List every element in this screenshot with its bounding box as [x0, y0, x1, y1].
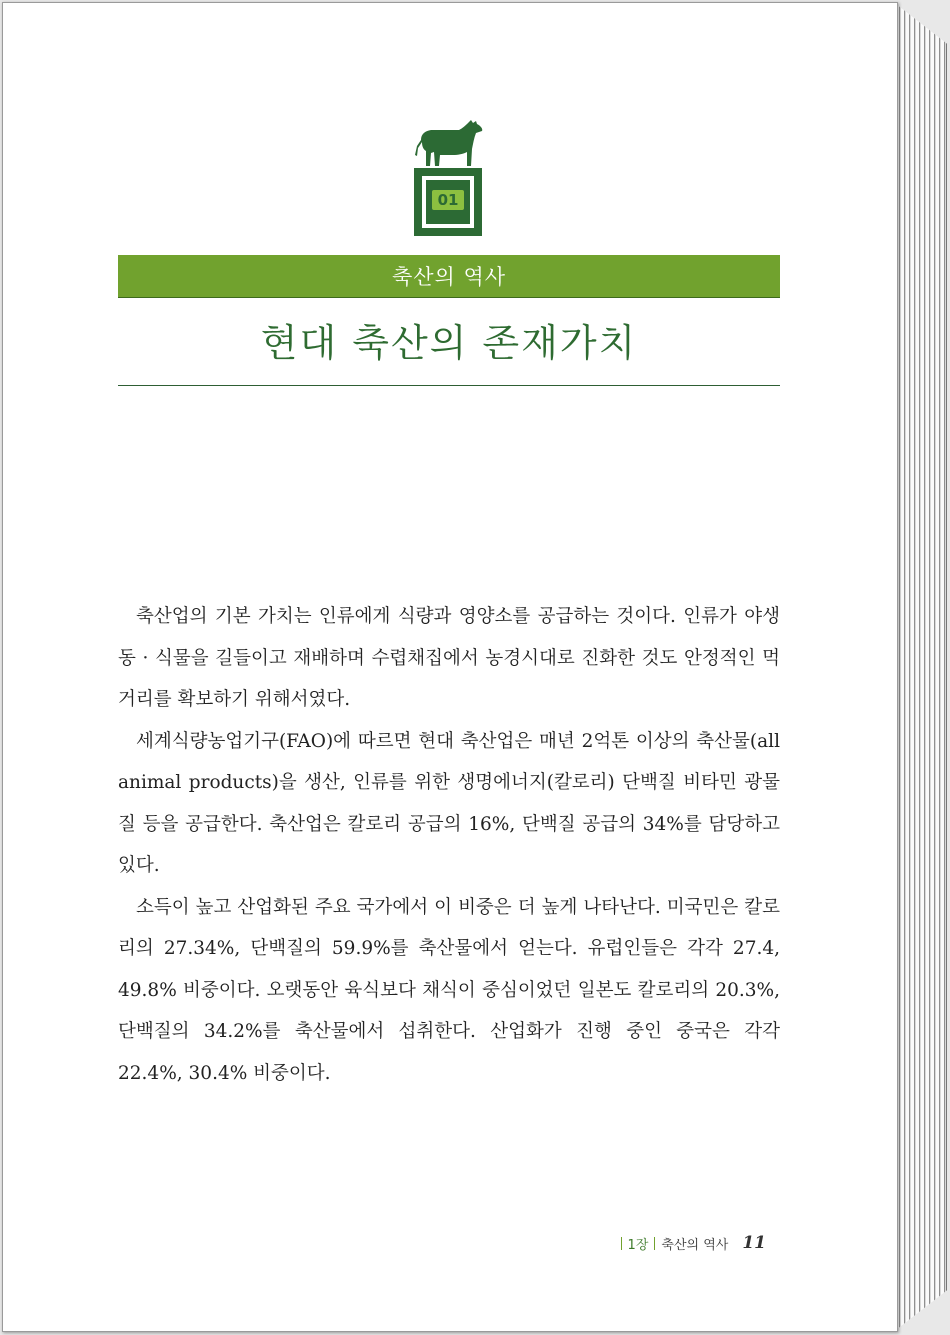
body-text — [118, 596, 780, 1094]
page-edges — [896, 4, 947, 1330]
title-divider — [118, 385, 780, 386]
footer-section: 축산의 역사 — [661, 1237, 729, 1253]
page-title: 현대 축산의 존재가치 — [260, 321, 638, 365]
page-number: 11 — [742, 1233, 766, 1253]
chapter-bar — [118, 255, 780, 298]
paragraph: 축산업의 기본 가치는 인류에게 식량과 영양소를 공급하는 것이다. 인류가 야생 동 · 식물을 길들이고 재배하며 수렵채집에서 농경시대로 진화한 것도 안정적인 먹거리를 확보하기 위해서였다. — [118, 606, 780, 710]
paragraph: 세계식량농업기구(FAO)에 따르면 현대 축산업은 매년 2억톤 이상의 축산물(all animal products)을 생산, 인류를 위한 생명에너지(칼로리) 단백질 비타민 광물질 등을 공급한다. 축산업은 칼로리 공급의 16%, 단백질 공급의 34%를 담당하고 있다. — [118, 730, 780, 876]
footer-chapter: 1장 — [627, 1237, 649, 1253]
cow-icon — [415, 120, 482, 166]
chapter-bar-label: 축산의 역사 — [391, 265, 507, 289]
footer-divider — [654, 1237, 655, 1250]
chapter-number: 01 — [437, 191, 459, 209]
paragraph: 소득이 높고 산업화된 주요 국가에서 이 비중은 더 높게 나타난다. 미국민은 칼로리의 27.34%, 단백질의 59.9%를 축산물에서 얻는다. 유럽인들은 각각 27.4, 49.8% 비중이다. 오랫동안 육식보다 채식이 중심이었던 일본도 칼로리의 20.3%, 단백질의 34.2%를 축산물에서 섭취한다. 산업화가 진행 중인 중국은 각각 22.4%, 30.4% 비중이다. — [118, 896, 780, 1084]
chapter-emblem — [413, 118, 483, 238]
page-footer — [621, 1233, 766, 1253]
footer-divider — [621, 1237, 622, 1250]
